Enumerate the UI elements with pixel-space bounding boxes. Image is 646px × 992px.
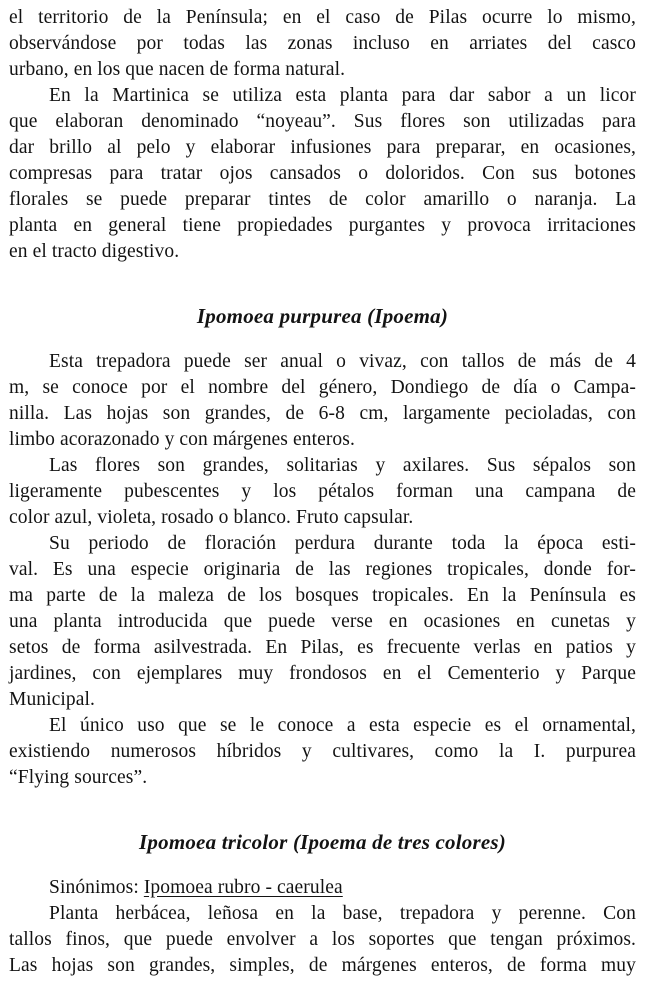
text-line: Las flores son grandes, solitarias y axilares. Sus sépalos son: [49, 455, 636, 476]
text-line: planta en general tiene propiedades purgantes y provoca irritaciones: [9, 215, 636, 236]
text-line: “Flying sources”.: [9, 767, 148, 788]
text-line: setos de forma asilvestrada. En Pilas, es frecuente verlas en patios y: [9, 637, 636, 658]
text-line: Planta herbácea, leñosa en la base, trepadora y perenne. Con: [49, 903, 636, 924]
text-line: El único uso que se le conoce a esta especie es el ornamental,: [49, 715, 636, 736]
text-line: observándose por todas las zonas incluso en arriates del casco: [9, 33, 636, 54]
paragraph: [9, 531, 636, 713]
paragraph: [9, 875, 636, 901]
text-line: tallos finos, que puede envolver a los soportes que tengan próximos.: [9, 929, 636, 950]
paragraph: [9, 901, 636, 979]
page-content: [9, 5, 636, 979]
text-line: Esta trepadora puede ser anual o vivaz, con tallos de más de 4: [49, 351, 636, 372]
paragraph: [9, 5, 636, 83]
text-line: Su periodo de floración perdura durante toda la época esti-: [49, 533, 636, 554]
text-line: existiendo numerosos híbridos y cultivares, como la I. purpurea: [9, 741, 636, 762]
text-line: val. Es una especie originaria de las regiones tropicales, donde for-: [9, 559, 636, 580]
text-line: nilla. Las hojas son grandes, de 6-8 cm, largamente pecioladas, con: [9, 403, 636, 424]
text-line: [9, 875, 636, 901]
paragraph: [9, 349, 636, 453]
section-heading: Ipomoea purpurea (Ipoema): [196, 304, 449, 328]
text-line: una planta introducida que puede verse en ocasiones en cunetas y: [9, 611, 636, 632]
section-heading: Ipomoea tricolor (Ipoema de tres colores): [139, 830, 506, 854]
text-line: que elaboran denominado “noyeau”. Sus flores son utilizadas para: [9, 111, 636, 132]
paragraph: [9, 713, 636, 791]
text-line: En la Martinica se utiliza esta planta para dar sabor a un licor: [49, 85, 636, 106]
text-line: jardines, con ejemplares muy frondosos en el Cementerio y Parque: [9, 663, 636, 684]
text-line: en el tracto digestivo.: [9, 241, 180, 262]
synonym-species-underlined: Ipomoea rubro - caerulea: [143, 877, 343, 898]
text-line: urbano, en los que nacen de forma natural.: [9, 59, 346, 80]
paragraph: [9, 453, 636, 531]
text-line: ma parte de la maleza de los bosques tropicales. En la Península es: [9, 585, 636, 606]
paragraph: [9, 83, 636, 265]
synonym-label: Sinónimos:: [49, 877, 144, 898]
text-line: dar brillo al pelo y elaborar infusiones para preparar, en ocasiones,: [9, 137, 636, 158]
text-line: compresas para tratar ojos cansados o doloridos. Con sus botones: [9, 163, 636, 184]
text-line: color azul, violeta, rosado o blanco. Fruto capsular.: [9, 507, 414, 528]
text-line: m, se conoce por el nombre del género, Dondiego de día o Campa-: [9, 377, 636, 398]
text-line: Las hojas son grandes, simples, de márgenes enteros, de forma muy: [9, 955, 636, 976]
text-line: limbo acorazonado y con márgenes enteros.: [9, 429, 355, 450]
text-line: ligeramente pubescentes y los pétalos forman una campana de: [9, 481, 636, 502]
text-line: Municipal.: [9, 689, 96, 710]
text-line: florales se puede preparar tintes de color amarillo o naranja. La: [9, 189, 636, 210]
text-line: el territorio de la Península; en el caso de Pilas ocurre lo mismo,: [9, 7, 636, 28]
